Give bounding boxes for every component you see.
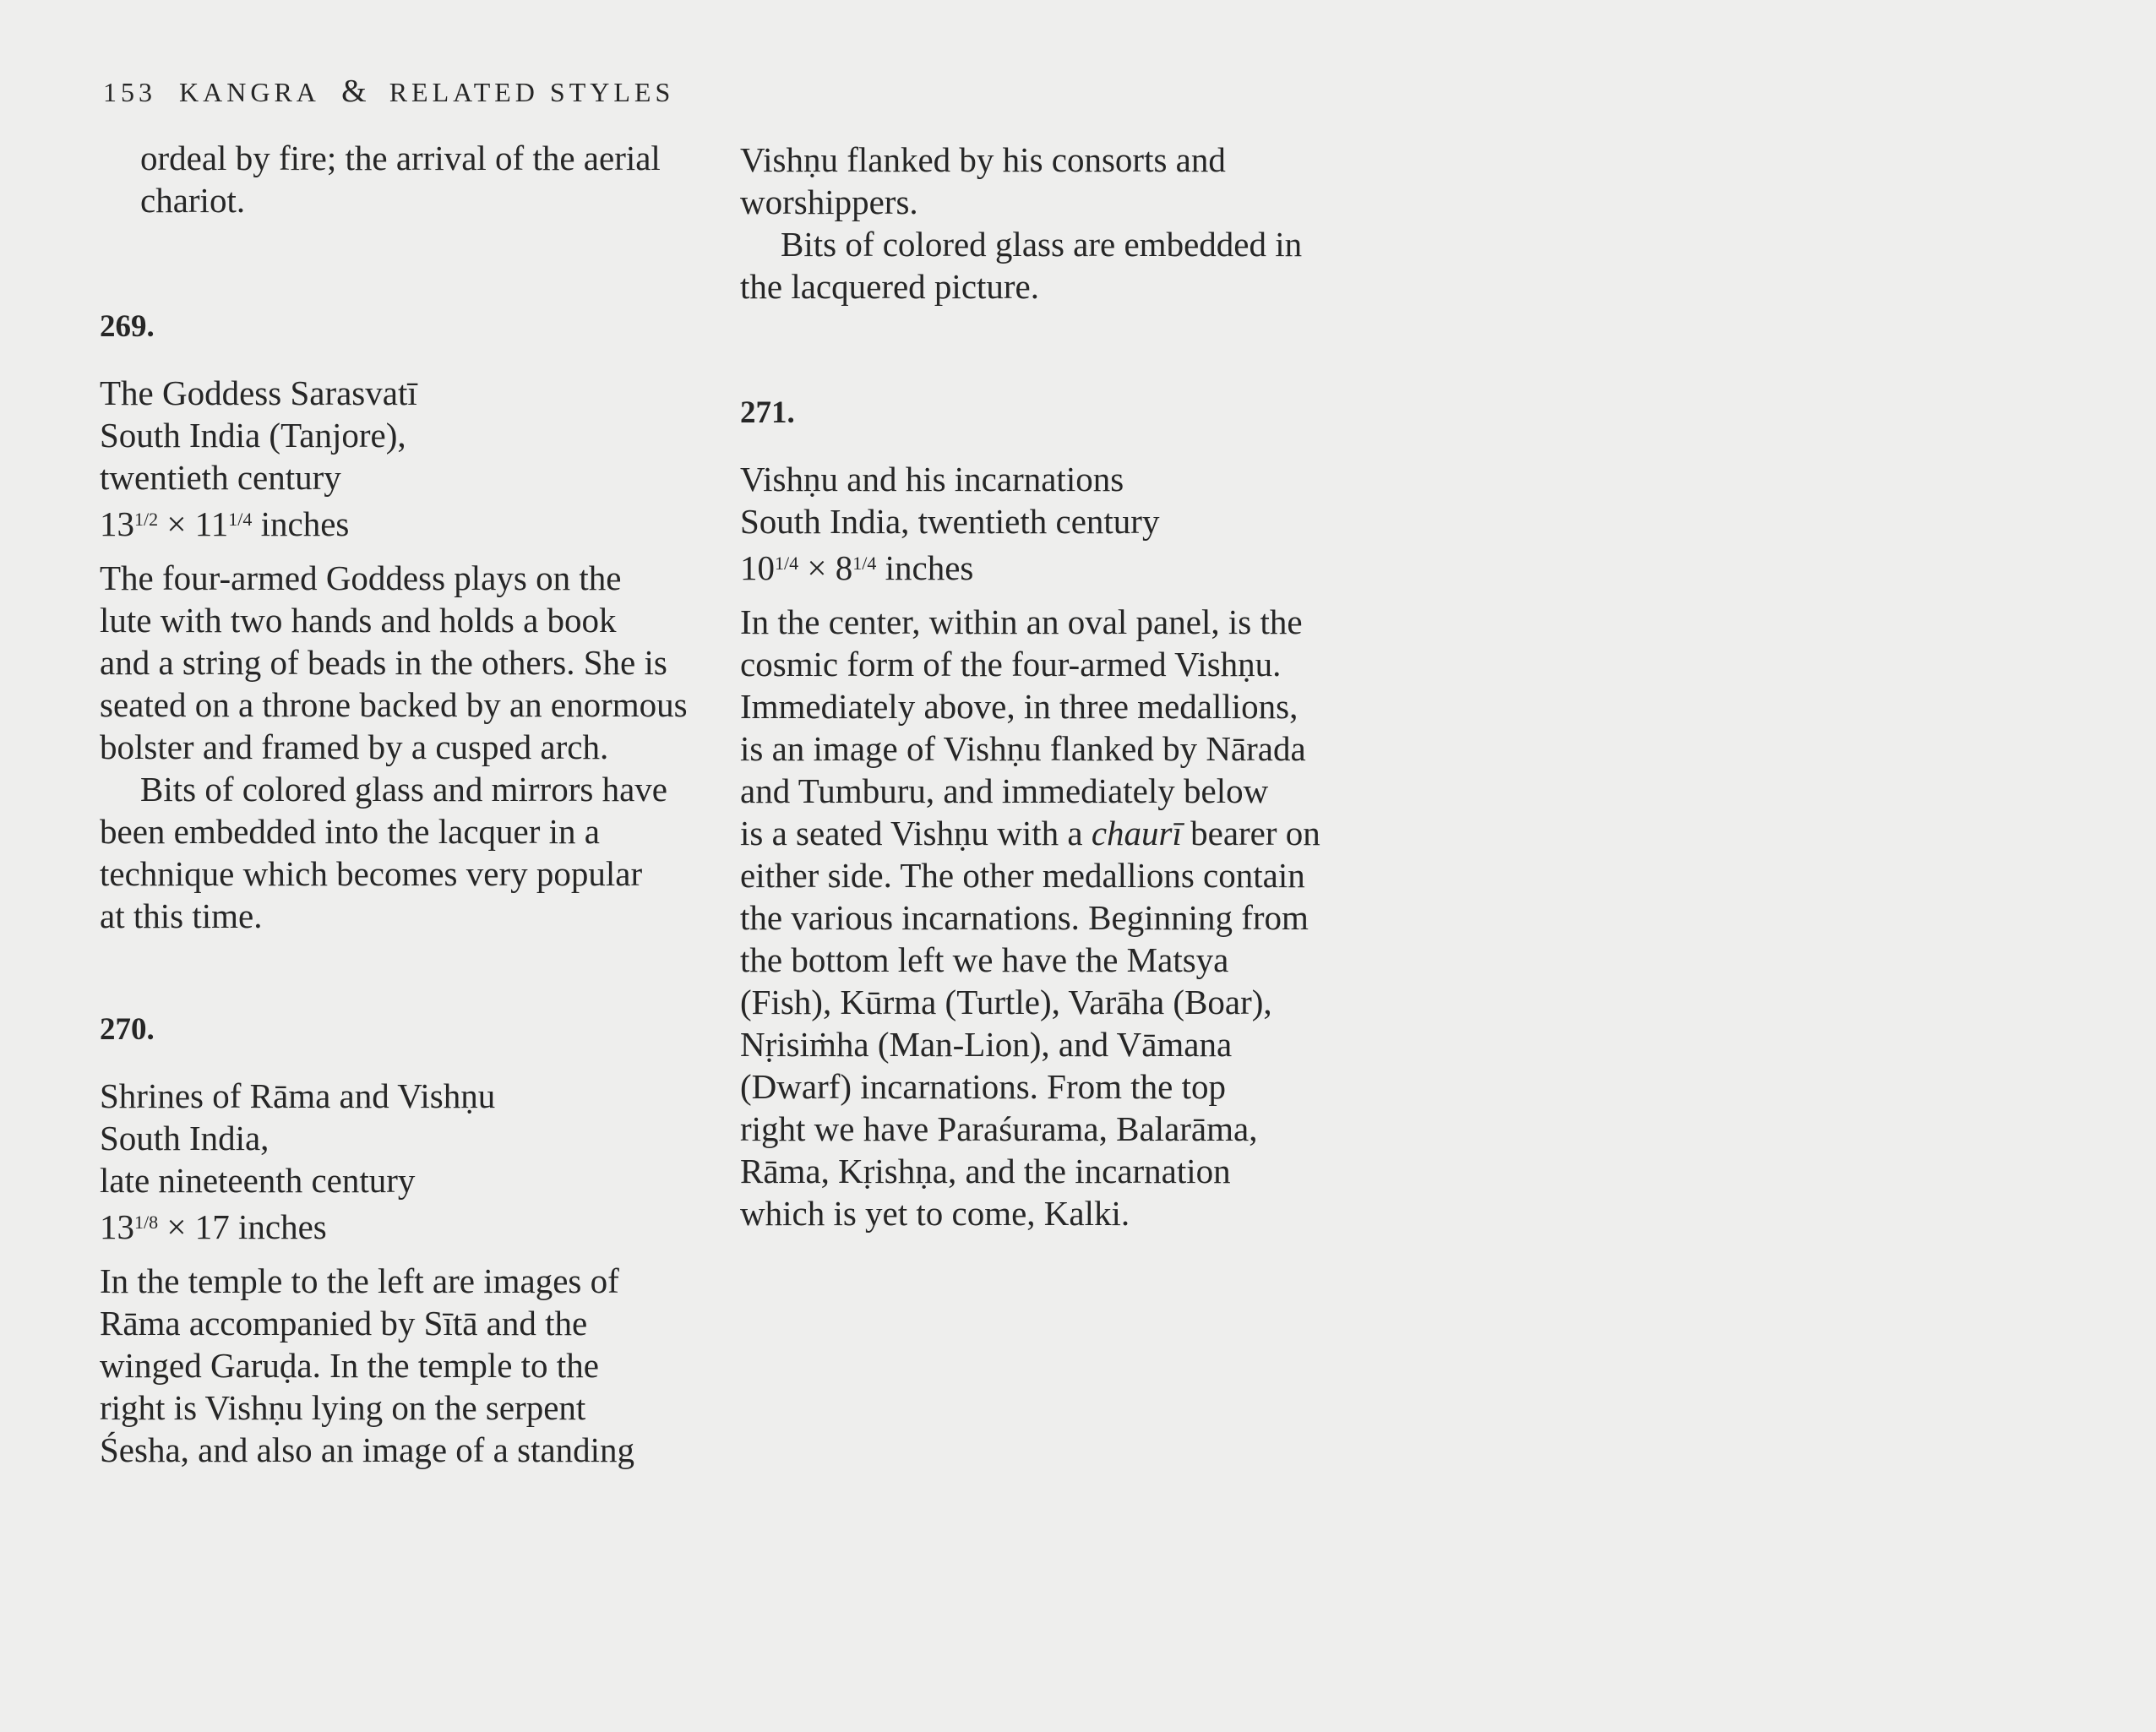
text-line: the bottom left we have the Matsya [740,940,1229,979]
text-line: In the center, within an oval panel, is the [740,602,1303,641]
entry-origin: South India, [100,1119,270,1157]
entry-dimensions [740,542,1365,589]
entry-description [740,601,1365,1234]
running-head [103,73,674,110]
text-line: Rāma, Kṛishṇa, and the incarnation [740,1152,1231,1190]
entry-origin: South India (Tanjore), [100,416,406,455]
dim-fraction: 1/4 [228,509,253,530]
entry-number: 271. [740,395,795,430]
entry-date: late nineteenth century [100,1161,416,1200]
dim-fraction: 1/2 [134,509,159,530]
entry-date: twentieth century [100,458,341,497]
text-line: Bits of colored glass and mirrors have [140,770,667,809]
text-line: either side. The other medallions contain [740,856,1305,895]
text-line: seated on a throne backed by an enormous [100,685,688,724]
catalog-entry-270 [100,1009,708,1471]
text-line: The four-armed Goddess plays on the [100,558,622,597]
text-line: the various incarnations. Beginning from [740,898,1309,937]
entry-number: 269. [100,309,155,344]
left-column [100,137,708,1471]
text-line: and Tumburu, and immediately below [740,771,1269,810]
entry-number: 270. [100,1012,155,1047]
right-column [740,139,1365,1234]
catalog-entry-271 [740,392,1365,1234]
running-head-ampersand: & [341,74,367,109]
entry-title: The Goddess Sarasvatī [100,373,417,412]
page-number: 153 [103,77,156,107]
dim-fraction: 1/4 [852,553,877,574]
text-line: Rāma accompanied by Sītā and the [100,1304,588,1343]
text-fragment: bearer on [1181,814,1320,852]
text-line: In the temple to the left are images of [100,1261,619,1300]
text-line: is an image of Vishṇu flanked by Nārada [740,729,1306,768]
text-line: Vishṇu flanked by his consorts and [740,140,1226,179]
entry-dimensions [100,1201,708,1248]
text-line [740,812,1365,854]
continued-text-left [100,137,708,221]
text-line: bolster and framed by a cusped arch. [100,727,609,766]
text-line: (Fish), Kūrma (Turtle), Varāha (Boar), [740,983,1272,1021]
text-fragment: is a seated Vishṇu with a [740,814,1092,852]
text-line: Immediately above, in three medallions, [740,687,1298,726]
entry-title: Shrines of Rāma and Vishṇu [100,1076,496,1115]
entry-description [100,1260,708,1471]
dim-whole: 8 [835,548,853,587]
continued-text-right [740,139,1365,308]
text-line: (Dwarf) incarnations. From the top [740,1067,1226,1106]
dim-whole: 11 [194,504,229,543]
text-line: Bits of colored glass are embedded in [781,225,1303,264]
text-line: chariot. [140,181,246,220]
dim-unit: inches [260,504,350,543]
text-line: ordeal by fire; the arrival of the aerial [140,139,661,177]
running-head-part1: KANGRA [179,77,319,107]
dim-fraction: 1/4 [775,553,799,574]
dim-whole: 13 [100,504,134,543]
italic-term: chaurī [1091,814,1182,852]
text-line: right is Vishṇu lying on the serpent [100,1388,586,1427]
text-line: technique which becomes very popular [100,854,643,893]
text-line: Śesha, and also an image of a standing [100,1430,635,1469]
text-line: cosmic form of the four-armed Vishṇu. [740,645,1282,684]
dim-times: × [166,504,187,543]
text-line: worshippers. [740,182,918,221]
dim-fraction: 1/8 [134,1212,159,1233]
text-line: which is yet to come, Kalki. [740,1194,1130,1233]
text-line: at this time. [100,896,263,935]
text-line: the lacquered picture. [740,267,1040,306]
dim-unit: inches [885,548,974,587]
dim-times: × [166,1207,187,1246]
dim-whole: 13 [100,1207,134,1246]
text-line: lute with two hands and holds a book [100,601,617,640]
text-line: Nṛisiṁha (Man-Lion), and Vāmana [740,1025,1233,1064]
entry-dimensions [100,498,708,545]
dim-rest: 17 inches [194,1207,327,1246]
catalog-entry-269 [100,306,708,937]
text-line: right we have Paraśurama, Balarāma, [740,1109,1258,1148]
dim-whole: 10 [740,548,775,587]
text-line: winged Garuḍa. In the temple to the [100,1346,599,1385]
entry-origin: South India, twentieth century [740,502,1160,541]
running-head-part2: RELATED STYLES [389,77,675,107]
entry-description [100,557,708,937]
entry-title: Vishṇu and his incarnations [740,460,1124,498]
dim-times: × [807,548,827,587]
text-line: and a string of beads in the others. She is [100,643,667,682]
text-line: been embedded into the lacquer in a [100,812,600,851]
